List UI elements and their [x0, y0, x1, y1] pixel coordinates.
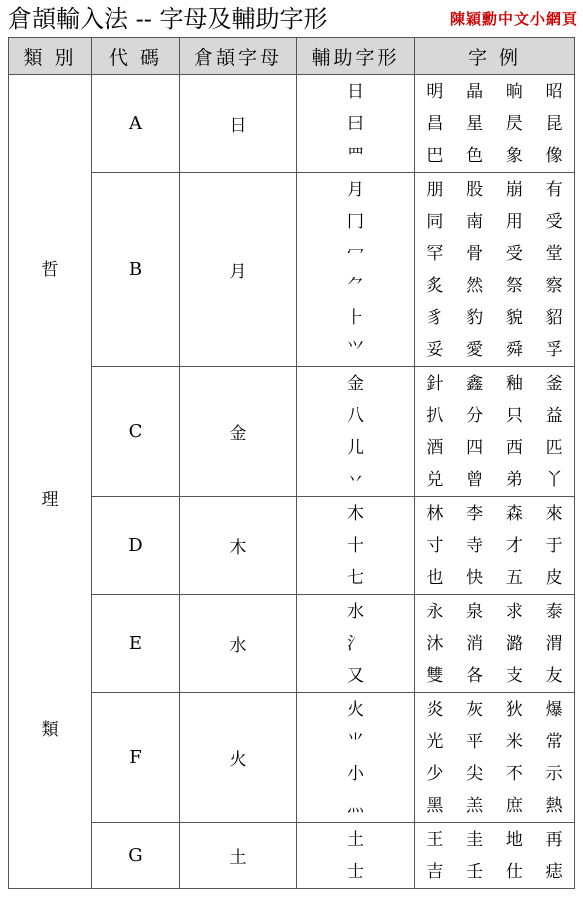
code-cell: G [92, 823, 180, 889]
table-row [9, 595, 575, 693]
aux-glyph: ⺍ [347, 339, 364, 360]
letter-cell: 木 [180, 497, 297, 595]
example-char: 有 [545, 179, 563, 200]
aux-glyph: 十 [347, 535, 364, 556]
cangjie-table [8, 37, 575, 889]
letter-cell: 火 [180, 693, 297, 823]
example-char: 平 [466, 731, 484, 752]
example-char: 愛 [466, 339, 484, 360]
example-char: 豹 [466, 307, 484, 328]
example-char: 常 [545, 731, 563, 752]
example-char: 釜 [545, 373, 563, 394]
category-char: 哲 [41, 260, 59, 280]
example-char: 永 [426, 601, 444, 622]
aux-glyph: 冂 [347, 211, 364, 232]
example-char: 黑 [426, 795, 444, 816]
aux-glyph: 罒 [347, 145, 364, 166]
example-char: 不 [505, 763, 523, 784]
aux-cell [297, 693, 415, 823]
example-char: 孚 [545, 339, 563, 360]
table-row [9, 367, 575, 497]
aux-glyph: 日 [347, 81, 364, 102]
aux-glyph: 儿 [347, 437, 364, 458]
example-char: 兑 [426, 469, 444, 490]
aux-glyph: ⺈ [347, 275, 364, 296]
example-char: 丫 [545, 469, 563, 490]
example-char: 炙 [426, 275, 444, 296]
example-row [415, 108, 574, 140]
example-char: 渭 [545, 633, 563, 654]
example-char: 地 [505, 829, 523, 850]
aux-cell [297, 823, 415, 889]
example-char: 昆 [545, 113, 563, 134]
aux-cell [297, 595, 415, 693]
example-row [415, 726, 574, 758]
example-char: 狄 [505, 699, 523, 720]
example-row [415, 498, 574, 530]
example-char: 沐 [426, 633, 444, 654]
aux-cell [297, 497, 415, 595]
example-row [415, 368, 574, 400]
aux-glyph: 七 [347, 567, 364, 588]
example-char: 泰 [545, 601, 563, 622]
example-char: 痣 [545, 861, 563, 882]
example-char: 察 [545, 275, 563, 296]
example-char: 貌 [505, 307, 523, 328]
header-row [9, 38, 575, 75]
example-char: 消 [466, 633, 484, 654]
example-char: 吉 [426, 861, 444, 882]
example-row [415, 694, 574, 726]
aux-glyph: 冖 [347, 243, 364, 264]
example-char: 分 [466, 405, 484, 426]
example-char: 寸 [426, 535, 444, 556]
letter-cell: 水 [180, 595, 297, 693]
example-char: 像 [545, 145, 563, 166]
examples-cell [415, 173, 575, 367]
example-char: 羔 [466, 795, 484, 816]
example-char: 弟 [505, 469, 523, 490]
page-title: 倉頡輸入法 -- 字母及輔助字形 [8, 5, 328, 33]
example-char: 昃 [505, 113, 523, 134]
examples-cell [415, 75, 575, 173]
example-char: 崩 [505, 179, 523, 200]
aux-glyph: ⺊ [347, 307, 364, 328]
aux-glyph: 八 [347, 405, 364, 426]
example-char: 寺 [466, 535, 484, 556]
example-char: 昭 [545, 81, 563, 102]
example-char: 友 [545, 665, 563, 686]
example-char: 再 [545, 829, 563, 850]
letter-cell: 月 [180, 173, 297, 367]
example-char: 林 [426, 503, 444, 524]
example-row [415, 270, 574, 302]
examples-cell [415, 823, 575, 889]
example-row [415, 464, 574, 496]
example-char: 南 [466, 211, 484, 232]
example-row [415, 824, 574, 856]
example-char: 罕 [426, 243, 444, 264]
aux-cell [297, 75, 415, 173]
example-row [415, 76, 574, 108]
aux-glyph: 氵 [347, 633, 364, 654]
example-char: 受 [545, 211, 563, 232]
example-char: 來 [545, 503, 563, 524]
example-char: 昌 [426, 113, 444, 134]
example-row [415, 660, 574, 692]
example-char: 仕 [505, 861, 523, 882]
example-char: 壬 [466, 861, 484, 882]
example-char: 堂 [545, 243, 563, 264]
aux-glyph: 火 [347, 699, 364, 720]
example-char: 祭 [505, 275, 523, 296]
site-home-link[interactable]: 陳穎勳中文小網頁 [449, 10, 578, 28]
example-char: 五 [505, 567, 523, 588]
example-char: 快 [466, 567, 484, 588]
example-char: 圭 [466, 829, 484, 850]
aux-cell [297, 367, 415, 497]
example-row [415, 790, 574, 822]
header-code: 代 碼 [92, 38, 180, 75]
code-cell: A [92, 75, 180, 173]
example-char: 只 [505, 405, 523, 426]
example-char: 象 [505, 145, 523, 166]
table-row [9, 823, 575, 889]
example-char: 雙 [426, 665, 444, 686]
aux-glyph: 水 [347, 601, 364, 622]
aux-glyph: 月 [347, 179, 364, 200]
example-char: 鑫 [466, 373, 484, 394]
example-char: 釉 [505, 373, 523, 394]
category-char: 類 [41, 720, 59, 740]
example-char: 朋 [426, 179, 444, 200]
example-char: 同 [426, 211, 444, 232]
example-row [415, 400, 574, 432]
example-row [415, 530, 574, 562]
example-row [415, 758, 574, 790]
category-char: 理 [41, 490, 59, 510]
aux-glyph: 又 [347, 665, 364, 686]
example-char: 明 [426, 81, 444, 102]
aux-glyph: 金 [347, 373, 364, 394]
example-char: 舜 [505, 339, 523, 360]
example-char: 王 [426, 829, 444, 850]
example-row [415, 206, 574, 238]
example-char: 潞 [505, 633, 523, 654]
example-char: 晌 [505, 81, 523, 102]
example-char: 少 [426, 763, 444, 784]
examples-cell [415, 497, 575, 595]
page-header [8, 2, 578, 36]
example-row [415, 140, 574, 172]
aux-glyph: 小 [347, 763, 364, 784]
aux-glyph: 士 [347, 861, 364, 882]
example-char: 庶 [505, 795, 523, 816]
code-cell: C [92, 367, 180, 497]
example-char: 妥 [426, 339, 444, 360]
example-char: 李 [466, 503, 484, 524]
example-row [415, 238, 574, 270]
code-cell: B [92, 173, 180, 367]
header-category: 類 別 [9, 38, 92, 75]
table-row [9, 693, 575, 823]
aux-glyph: 木 [347, 503, 364, 524]
examples-cell [415, 693, 575, 823]
table-row [9, 497, 575, 595]
example-char: 骨 [466, 243, 484, 264]
example-char: 星 [466, 113, 484, 134]
example-char: 爆 [545, 699, 563, 720]
example-char: 色 [466, 145, 484, 166]
example-char: 也 [426, 567, 444, 588]
example-char: 泉 [466, 601, 484, 622]
example-char: 針 [426, 373, 444, 394]
header-examples: 字 例 [415, 38, 575, 75]
example-char: 森 [505, 503, 523, 524]
letter-cell: 日 [180, 75, 297, 173]
example-char: 于 [545, 535, 563, 556]
example-row [415, 174, 574, 206]
table-row [9, 173, 575, 367]
example-char: 示 [545, 763, 563, 784]
example-row [415, 596, 574, 628]
code-cell: D [92, 497, 180, 595]
category-cell [9, 75, 92, 889]
examples-cell [415, 367, 575, 497]
example-char: 才 [505, 535, 523, 556]
example-char: 益 [545, 405, 563, 426]
code-cell: F [92, 693, 180, 823]
example-char: 炎 [426, 699, 444, 720]
aux-glyph: 灬 [347, 795, 364, 816]
aux-glyph: ⺌ [347, 731, 364, 752]
example-char: 股 [466, 179, 484, 200]
example-row [415, 856, 574, 888]
examples-cell [415, 595, 575, 693]
example-char: 酒 [426, 437, 444, 458]
example-row [415, 628, 574, 660]
example-char: 扒 [426, 405, 444, 426]
example-char: 支 [505, 665, 523, 686]
example-char: 各 [466, 665, 484, 686]
letter-cell: 土 [180, 823, 297, 889]
example-char: 曾 [466, 469, 484, 490]
example-char: 西 [505, 437, 523, 458]
aux-glyph: 曰 [347, 113, 364, 134]
table-row [9, 75, 575, 173]
example-char: 尖 [466, 763, 484, 784]
example-char: 貂 [545, 307, 563, 328]
example-char: 匹 [545, 437, 563, 458]
example-char: 熱 [545, 795, 563, 816]
aux-cell [297, 173, 415, 367]
example-char: 皮 [545, 567, 563, 588]
aux-glyph: 土 [347, 829, 364, 850]
example-char: 豸 [426, 307, 444, 328]
example-char: 巴 [426, 145, 444, 166]
example-char: 用 [505, 211, 523, 232]
example-char: 受 [505, 243, 523, 264]
example-char: 光 [426, 731, 444, 752]
example-char: 求 [505, 601, 523, 622]
letter-cell: 金 [180, 367, 297, 497]
example-char: 然 [466, 275, 484, 296]
example-row [415, 334, 574, 366]
example-char: 晶 [466, 81, 484, 102]
example-char: 四 [466, 437, 484, 458]
header-letter: 倉頡字母 [180, 38, 297, 75]
example-row [415, 432, 574, 464]
header-aux: 輔助字形 [297, 38, 415, 75]
example-row [415, 562, 574, 594]
example-char: 米 [505, 731, 523, 752]
code-cell: E [92, 595, 180, 693]
example-char: 灰 [466, 699, 484, 720]
example-row [415, 302, 574, 334]
aux-glyph: 丷 [347, 469, 364, 490]
